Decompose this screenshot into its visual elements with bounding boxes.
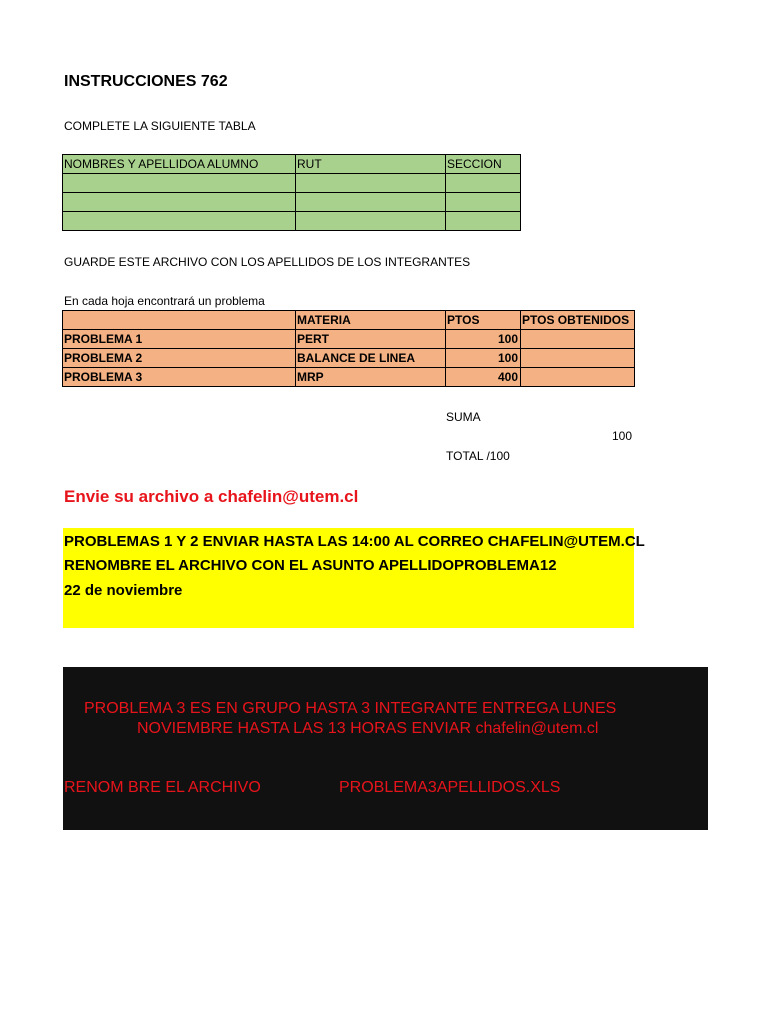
cell-ptos: 400 [446, 368, 521, 387]
table-row [63, 212, 521, 231]
table-row [63, 193, 521, 212]
header-ptos: PTOS [446, 311, 521, 330]
page-title: INSTRUCCIONES 762 [64, 73, 228, 90]
table-row [63, 349, 635, 368]
table-row [63, 368, 635, 387]
cell-ptos-obtenidos[interactable] [521, 349, 635, 368]
black-notice-line-2: NOVIEMBRE HASTA LAS 13 HORAS ENVIAR chafelin@utem.cl [137, 720, 599, 737]
total-label: TOTAL /100 [446, 449, 510, 463]
header-materia: MATERIA [296, 311, 446, 330]
yellow-notice [63, 528, 645, 628]
suma-label: SUMA [446, 410, 481, 424]
table-row [63, 330, 635, 349]
students-table [62, 154, 521, 231]
yellow-notice-line-2: RENOMBRE EL ARCHIVO CON EL ASUNTO APELLIDOPROBLEMA12 [64, 557, 557, 574]
header-empty [63, 311, 296, 330]
cell-nombre[interactable] [63, 193, 296, 212]
send-note: Envie su archivo a chafelin@utem.cl [64, 487, 359, 506]
rename-label: RENOM BRE EL ARCHIVO [64, 779, 261, 796]
problems-header-row [63, 311, 635, 330]
problems-table [62, 310, 635, 387]
cell-nombre[interactable] [63, 174, 296, 193]
cell-ptos: 100 [446, 349, 521, 368]
cell-problema: PROBLEMA 3 [63, 368, 296, 387]
header-ptos-obtenidos: PTOS OBTENIDOS [521, 311, 635, 330]
black-notice [63, 667, 708, 830]
complete-instruction: COMPLETE LA SIGUIENTE TABLA [64, 119, 256, 133]
yellow-notice-line-3: 22 de noviembre [64, 582, 183, 599]
cell-rut[interactable] [296, 212, 446, 231]
cell-rut[interactable] [296, 193, 446, 212]
cell-ptos-obtenidos[interactable] [521, 368, 635, 387]
cell-nombre[interactable] [63, 212, 296, 231]
header-rut: RUT [296, 155, 446, 174]
cell-ptos-obtenidos[interactable] [521, 330, 635, 349]
cell-problema: PROBLEMA 1 [63, 330, 296, 349]
cell-materia: PERT [296, 330, 446, 349]
rename-file: PROBLEMA3APELLIDOS.XLS [339, 779, 561, 796]
students-header-row [63, 155, 521, 174]
cell-seccion[interactable] [446, 212, 521, 231]
each-sheet-note: En cada hoja encontrará un problema [64, 294, 265, 308]
cell-problema: PROBLEMA 2 [63, 349, 296, 368]
cell-seccion[interactable] [446, 174, 521, 193]
black-notice-line-1: PROBLEMA 3 ES EN GRUPO HASTA 3 INTEGRANTE ENTREGA LUNES [84, 700, 617, 717]
table-row [63, 174, 521, 193]
yellow-notice-line-1: PROBLEMAS 1 Y 2 ENVIAR HASTA LAS 14:00 AL CORREO CHAFELIN@UTEM.CL [64, 533, 645, 550]
save-instruction: GUARDE ESTE ARCHIVO CON LOS APELLIDOS DE LOS INTEGRANTES [64, 255, 471, 269]
cell-ptos: 100 [446, 330, 521, 349]
suma-value: 100 [611, 429, 632, 443]
header-seccion: SECCION [446, 155, 521, 174]
cell-materia: BALANCE DE LINEA [296, 349, 446, 368]
header-nombres: NOMBRES Y APELLIDOA ALUMNO [63, 155, 296, 174]
cell-seccion[interactable] [446, 193, 521, 212]
cell-materia: MRP [296, 368, 446, 387]
cell-rut[interactable] [296, 174, 446, 193]
